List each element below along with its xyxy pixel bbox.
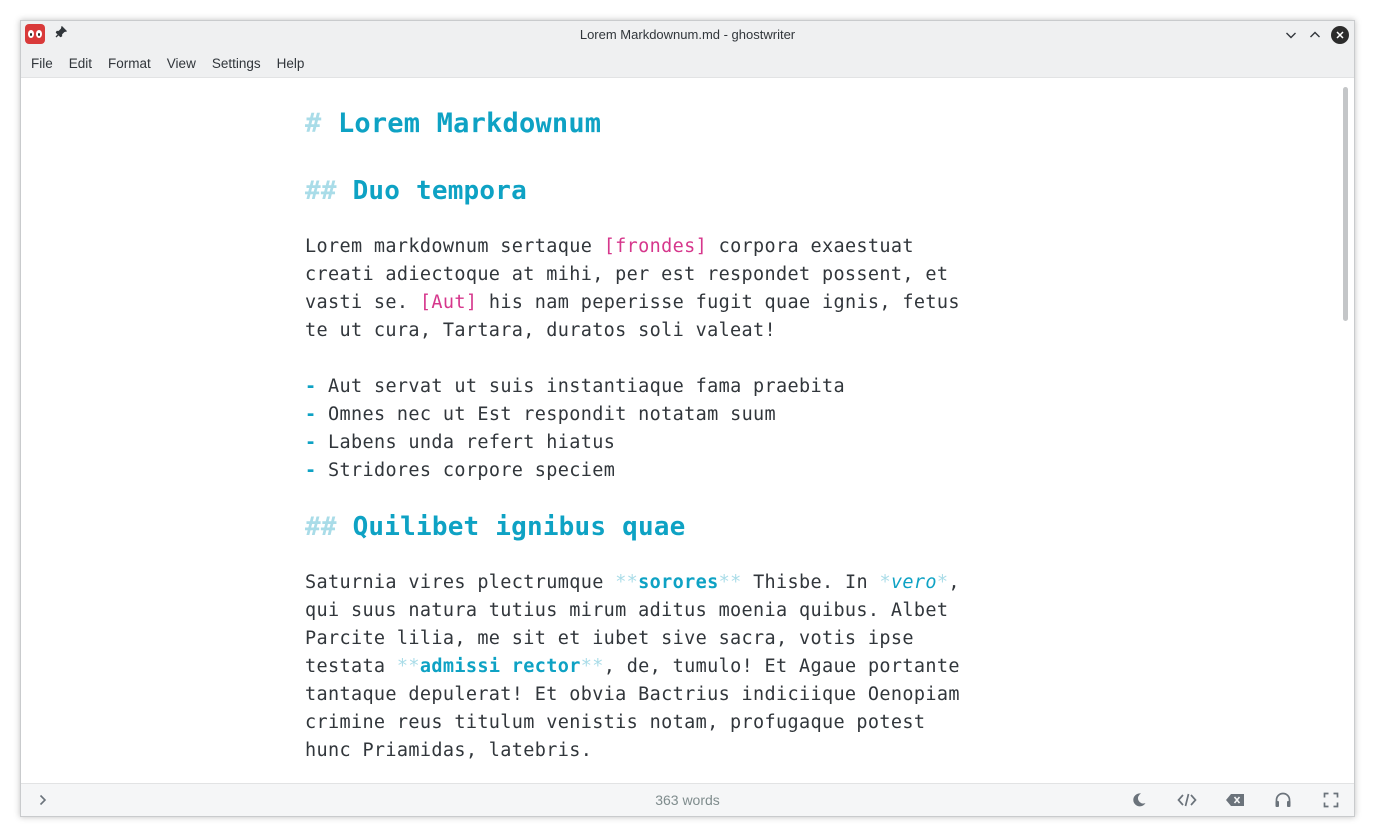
list-item: - Aut servat ut suis instantiaque fama praebita <box>305 376 845 397</box>
paragraph-1: Lorem markdownum sertaque [frondes] corpora exaestuat creati adiectoque at mihi, per est respondet possent, et vasti se. [Aut] his nam peperisse fugit quae ignis, fetus te ut cura, Tartara, duratos soli valeat! <box>305 236 960 341</box>
link-aut[interactable]: [Aut] <box>419 292 478 313</box>
markdown-editor[interactable] <box>21 79 1354 785</box>
menu-bar <box>21 49 1354 78</box>
title-bar[interactable] <box>21 21 1354 49</box>
heading-1: # Lorem Markdownum <box>305 108 602 139</box>
menu-file[interactable]: File <box>31 55 53 71</box>
headphones-icon[interactable] <box>1273 791 1293 809</box>
scrollbar-thumb[interactable] <box>1343 87 1348 321</box>
menu-view[interactable]: View <box>166 55 196 71</box>
word-count: 363 words <box>655 792 720 808</box>
menu-help[interactable]: Help <box>276 55 305 71</box>
list-item: - Stridores corpore speciem <box>305 460 616 481</box>
chevron-down-icon <box>1285 29 1297 41</box>
bullet-list <box>305 373 1065 485</box>
document-text[interactable] <box>305 99 1065 765</box>
app-window <box>20 20 1355 817</box>
menu-settings[interactable]: Settings <box>211 55 261 71</box>
fullscreen-icon[interactable] <box>1321 791 1341 809</box>
chevron-up-icon <box>1309 29 1321 41</box>
moon-icon[interactable] <box>1129 791 1149 809</box>
close-icon <box>1335 30 1345 40</box>
list-item: - Omnes nec ut Est respondit notatam suum <box>305 404 777 425</box>
link-frondes[interactable]: [frondes] <box>603 236 708 257</box>
menu-edit[interactable]: Edit <box>68 55 93 71</box>
vertical-scrollbar[interactable] <box>1338 79 1354 785</box>
heading-2-duo-tempora: ## Duo tempora <box>305 176 527 206</box>
list-item: - Labens unda refert hiatus <box>305 432 616 453</box>
paragraph-2: Saturnia vires plectrumque **sorores** Thisbe. In *vero*, qui suus natura tutius mirum aditus moenia quibus. Albet Parcite lilia, me sit et iubet sive sacra, votis ipse testata **admissi rector**, de, tumulo! Et Agaue portante tantaque depulerat! Et obvia Bactrius indiciique Oenopiam crimine reus titulum venistis notam, profugaque potest hunc Priamidas, latebris. <box>305 572 960 761</box>
erase-backspace-icon[interactable] <box>1225 791 1245 809</box>
maximize-button[interactable] <box>1306 26 1324 44</box>
close-button[interactable] <box>1331 26 1349 44</box>
code-icon[interactable] <box>1177 791 1197 809</box>
menu-format[interactable]: Format <box>108 55 151 71</box>
minimize-button[interactable] <box>1282 26 1300 44</box>
heading-2-quilibet: ## Quilibet ignibus quae <box>305 512 686 542</box>
status-bar <box>21 783 1354 816</box>
window-title: Lorem Markdownum.md - ghostwriter <box>579 27 796 42</box>
